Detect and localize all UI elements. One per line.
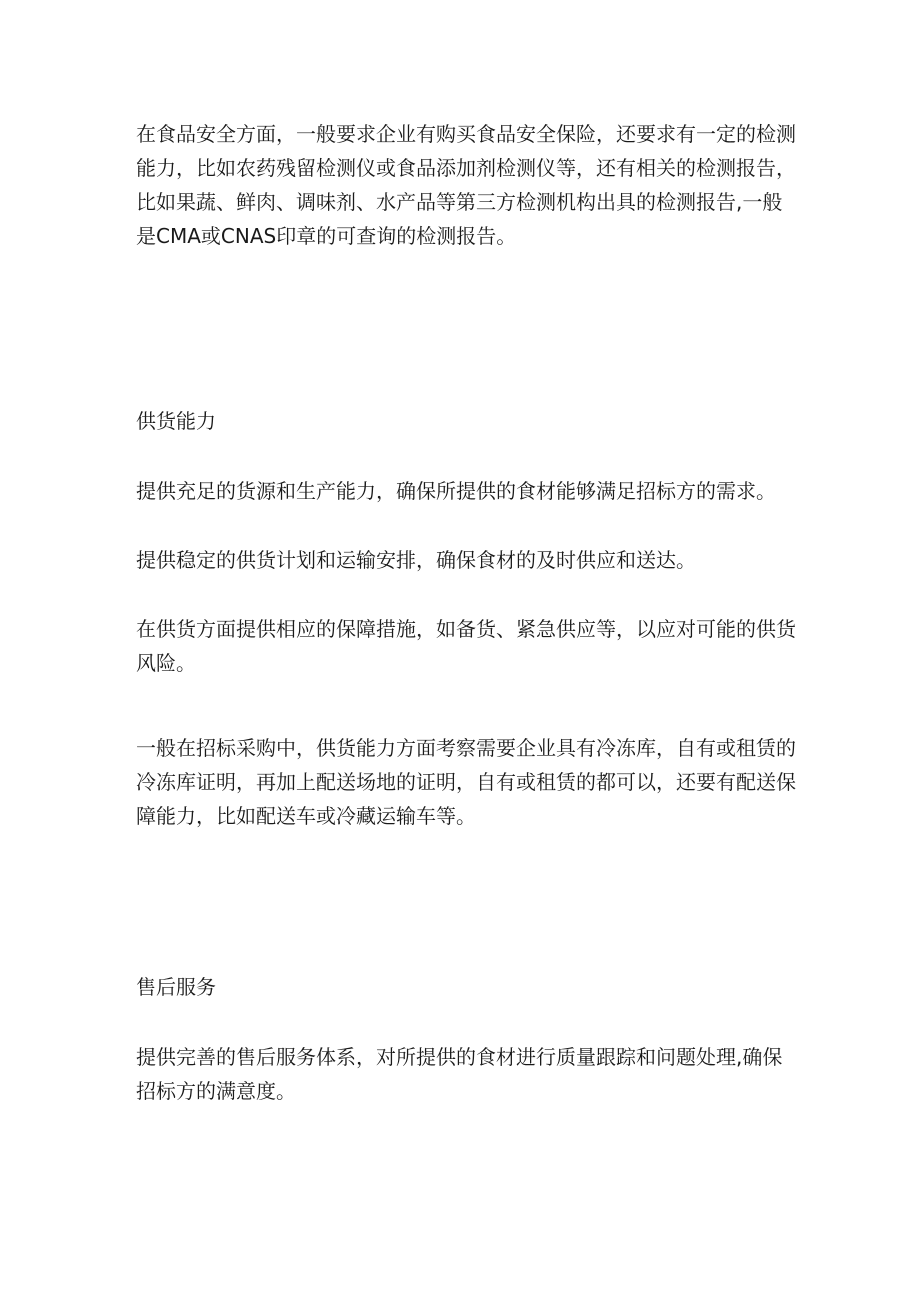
text-line: 冷冻库证明，再加上配送场地的证明，自有或租赁的都可以，还要有配送保 (136, 770, 796, 794)
supply-paragraph-2 (136, 543, 796, 577)
text-line: 提供充足的货源和生产能力，确保所提供的食材能够满足招标方的需求。 (136, 479, 776, 503)
text-line: 招标方的满意度。 (136, 1079, 296, 1103)
intro-paragraph (136, 117, 796, 253)
supply-paragraph-1 (136, 474, 796, 508)
supply-paragraph-3 (136, 612, 796, 680)
section-heading-after-sales: 售后服务 (136, 975, 216, 999)
text-line: 一般在招标采购中，供货能力方面考察需要企业具有冷冻库，自有或租赁的 (136, 736, 796, 760)
section-heading-supply: 供货能力 (136, 409, 216, 433)
text-line: 比如果蔬、鲜肉、调味剂、水产品等第三方检测机构出具的检测报告,一般 (136, 190, 783, 214)
text-line: 能力，比如农药残留检测仪或食品添加剂检测仪等，还有相关的检测报告， (136, 156, 796, 180)
text-line: 是CMA或CNAS印章的可查询的检测报告。 (136, 224, 517, 248)
supply-paragraph-4 (136, 731, 796, 833)
text-line: 在供货方面提供相应的保障措施，如备货、紧急供应等，以应对可能的供货 (136, 617, 796, 641)
text-line: 在食品安全方面，一般要求企业有购买食品安全保险，还要求有一定的检测 (136, 122, 796, 146)
text-line: 提供稳定的供货计划和运输安排，确保食材的及时供应和送达。 (136, 548, 696, 572)
text-line: 障能力，比如配送车或冷藏运输车等。 (136, 804, 476, 828)
text-line: 提供完善的售后服务体系，对所提供的食材进行质量跟踪和问题处理,确保 (136, 1045, 783, 1069)
text-line: 风险。 (136, 651, 196, 675)
after-sales-paragraph-1 (136, 1040, 796, 1108)
